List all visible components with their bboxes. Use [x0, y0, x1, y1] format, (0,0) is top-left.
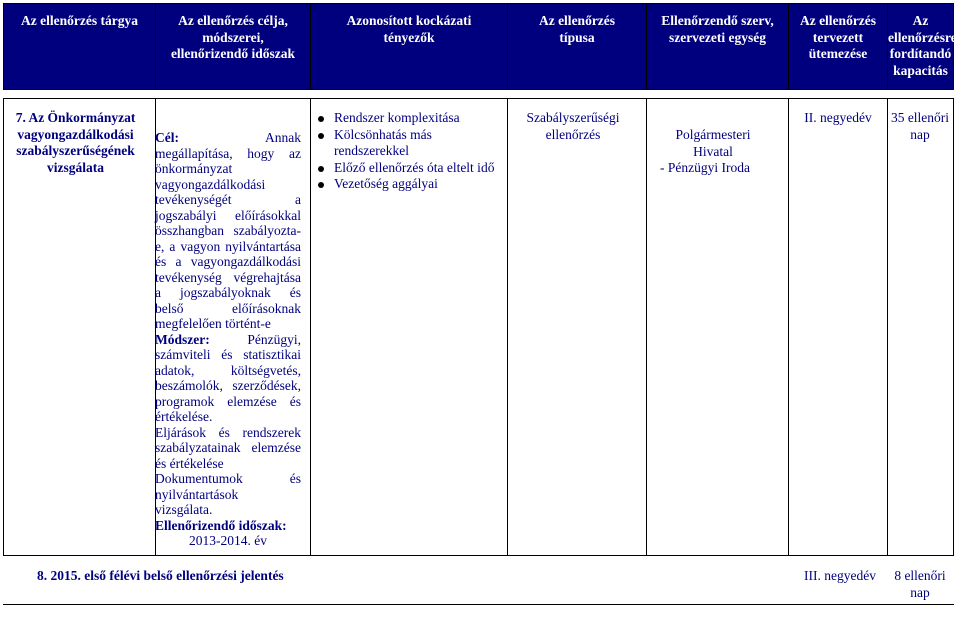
- method-line: beszámolók, szerződések,: [155, 378, 301, 393]
- goal-line: összhangban szabályozta-: [155, 223, 301, 238]
- header-risks-line: Azonosított kockázati: [346, 13, 472, 28]
- method-first-line: [155, 332, 301, 348]
- row7-goal-method: [155, 130, 301, 549]
- row7-org-line: Polgármesteri Hivatal: [675, 127, 751, 159]
- procedure-line: és értékelése: [155, 455, 224, 471]
- column-divider: [646, 99, 647, 555]
- procedure-line: Eljárások és rendszerek: [155, 424, 301, 440]
- header-capacity-line: kapacitás: [893, 62, 948, 78]
- row7-capacity-line: 35 ellenőri: [890, 110, 950, 125]
- header-subject-text: Az ellenőrzés tárgya: [21, 13, 138, 28]
- header-risks-line: tényezők: [383, 29, 435, 45]
- row7-capacity: [888, 110, 952, 143]
- goal-line: önkormányzat: [155, 161, 233, 176]
- header-org-line: szervezeti egység: [668, 29, 767, 45]
- period-label: Ellenőrizendő időszak:: [155, 517, 287, 533]
- procedure-line: Dokumentumok és: [155, 471, 301, 486]
- procedure-line: nyilvántartások: [155, 486, 239, 502]
- header-risks: [311, 4, 507, 89]
- header-goal-line: Az ellenőrzés célja,: [178, 13, 288, 28]
- goal-line: megfelelően történt-e: [155, 316, 271, 331]
- row7-subject-line: vagyongazdálkodási: [17, 126, 134, 142]
- goal-line: és a vagyongazdálkodási: [155, 254, 301, 269]
- row8-capacity-line: 8 ellenőri: [894, 568, 946, 583]
- row7-capacity-line: nap: [910, 126, 930, 142]
- row7-subject-line: vizsgálata: [47, 159, 104, 175]
- goal-line: jogszabályi előírásokkal: [155, 207, 301, 223]
- goal-line: megállapítása, hogy az: [155, 145, 301, 161]
- header-type-line: típusa: [559, 29, 595, 45]
- goal-line: vagyongazdálkodási: [155, 176, 266, 192]
- row8-capacity: [888, 568, 952, 601]
- header-schedule-line: Az ellenőrzés: [799, 13, 877, 28]
- header-capacity-line: Az: [912, 13, 929, 28]
- period-value: 2013-2014. év: [189, 533, 267, 548]
- row7-type-line: ellenőrzés: [545, 126, 601, 142]
- method-line: adatok, költségvetés,: [155, 362, 301, 378]
- goal-line: tevékenységét a: [155, 192, 301, 207]
- goal-line: a jogszabályoknak és: [155, 285, 301, 300]
- column-divider: [887, 99, 888, 555]
- row7-subject-line: szabályszerűségének: [16, 143, 135, 158]
- row8-subject: 8. 2015. első félévi belső ellenőrzési jelentés: [37, 568, 284, 583]
- header-type-line: Az ellenőrzés: [538, 13, 616, 28]
- column-divider: [788, 99, 789, 555]
- list-item: Kölcsönhatás más rendszerekkel: [334, 127, 502, 160]
- row8-capacity-line: nap: [910, 584, 930, 600]
- row7-subject-line: 7. Az Önkormányzat: [15, 110, 136, 125]
- header-capacity: [888, 4, 957, 89]
- header-schedule-line: tervezett: [812, 29, 864, 45]
- goal-line: tevékenység végrehajtása: [155, 269, 301, 285]
- header-org: [647, 4, 788, 89]
- column-divider: [310, 99, 311, 555]
- list-item: Rendszer komplexitása: [334, 110, 502, 127]
- goal-first-line: [155, 130, 301, 146]
- goal-line: belső előírásoknak: [155, 300, 301, 316]
- header-type: [508, 4, 646, 89]
- header-subject: [4, 4, 155, 89]
- method-line: értékelése.: [155, 409, 213, 424]
- row8-bottom-rule: [3, 604, 954, 605]
- column-divider: [507, 99, 508, 555]
- risk-list: [312, 110, 502, 193]
- header-goal-line: módszerei,: [202, 29, 264, 45]
- row7-org-line: - Pénzügyi Iroda: [660, 160, 750, 175]
- list-item: Előző ellenőrzés óta eltelt idő: [334, 160, 502, 177]
- method-label: Módszer:: [155, 331, 210, 347]
- method-line: programok elemzése és: [155, 393, 301, 409]
- header-capacity-line: ellenőrzésre: [888, 29, 957, 45]
- row8-schedule: III. negyedév: [804, 568, 876, 583]
- header-goal: [156, 4, 310, 89]
- goal-label: Cél:: [155, 130, 179, 145]
- header-org-line: Ellenőrzendő szerv,: [661, 13, 774, 28]
- header-goal-line: ellenőrizendő időszak: [170, 46, 296, 61]
- header-schedule: [789, 4, 887, 89]
- row7-subject: [2, 110, 149, 176]
- procedure-line: szabályzatainak elemzése: [155, 440, 301, 455]
- row7-schedule-text: II. negyedév: [804, 110, 872, 125]
- row7-type-line: Szabályszerűségi: [526, 110, 620, 125]
- header-capacity-line: fordítandó: [889, 46, 952, 61]
- row7-org: [658, 127, 768, 177]
- row7-risks: [312, 110, 502, 193]
- procedure-line: vizsgálata.: [155, 502, 213, 517]
- method-first-word: Pénzügyi,: [247, 331, 301, 347]
- method-line: számviteli és statisztikai: [155, 347, 301, 362]
- header-schedule-line: ütemezése: [808, 46, 868, 61]
- row7-type: [506, 110, 640, 143]
- goal-line: e, a vagyon nyilvántartása: [155, 238, 301, 254]
- goal-first-word: Annak: [265, 130, 301, 145]
- row7-schedule: [788, 110, 888, 127]
- list-item: Vezetőség aggályai: [334, 176, 502, 193]
- table-header: [3, 3, 957, 90]
